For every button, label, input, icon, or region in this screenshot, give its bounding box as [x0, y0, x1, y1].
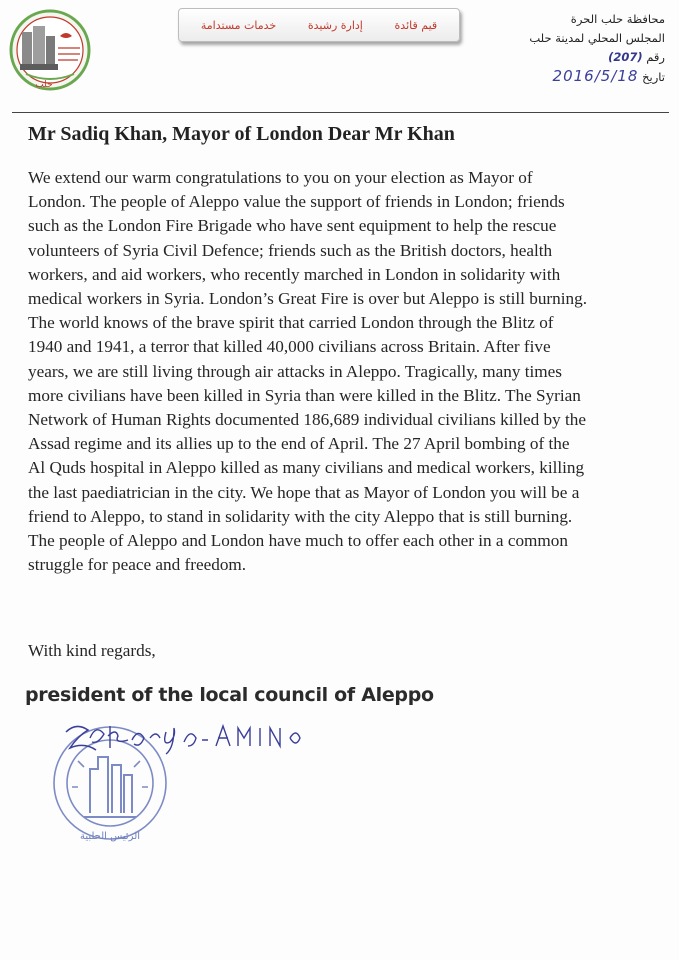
value-label: قيم قائدة [394, 18, 438, 32]
stamp-text: الرئيس الحلبية [79, 831, 141, 842]
body-line: 1940 and 1941, a terror that killed 40,000 civilians across Britain. After five [28, 337, 551, 357]
council-name: المجلس المحلي لمدينة حلب [529, 31, 665, 45]
reference-number [495, 48, 665, 67]
header-divider [12, 112, 669, 113]
body-line: Assad regime and its allies up to the end of April. The 27 April bombing of the [28, 434, 570, 454]
governorate-name: محافظة حلب الحرة [570, 12, 665, 26]
date-value: 2016/5/18 [552, 67, 639, 85]
signatory-title: president of the local council of Aleppo [25, 684, 434, 706]
body-line: friend to Aleppo, to stand in solidarity with the city Aleppo that is still burning. [28, 506, 573, 526]
body-line: such as the London Fire Brigade who have sent equipment to help the rescue [28, 216, 557, 236]
body-line: London. The people of Aleppo value the support of friends in London; friends [28, 192, 565, 212]
body-line: volunteers of Syria Civil Defence; friends such as the British doctors, health [28, 240, 553, 260]
body-line: The people of Aleppo and London have much to offer each other in a common [28, 531, 568, 551]
date-label: تاريخ [642, 70, 665, 84]
number-label: رقم [646, 50, 665, 64]
body-line: years, we are still living through air attacks in Aleppo. Tragically, many times [28, 361, 562, 381]
body-line: the last paediatrician in the city. We hope that as Mayor of London you will be a [28, 482, 580, 502]
body-line: We extend our warm congratulations to you on your election as Mayor of [28, 168, 533, 187]
body-line: Al Quds hospital in Aleppo killed as many civilians and medical workers, killing [28, 458, 585, 478]
letter-body [28, 166, 648, 577]
closing-line: With kind regards, [28, 641, 156, 660]
logo-caption: حلب [35, 80, 53, 90]
number-value: (207) [608, 50, 643, 64]
body-line: Network of Human Rights documented 186,689 individual civilians killed by the [28, 410, 587, 430]
svg-text:الرئيس الحلبية [80, 831, 140, 842]
value-label: خدمات مستدامة [200, 18, 277, 32]
body-line: struggle for peace and freedom. [28, 555, 247, 575]
letter-greeting: Mr Sadiq Khan, Mayor of London Dear Mr Khan [28, 123, 455, 145]
value-label: إدارة رشيدة [307, 18, 363, 32]
body-line: The world knows of the brave spirit that carried London through the Blitz of [28, 313, 554, 333]
values-banner [178, 8, 460, 42]
body-line: workers, and aid workers, who recently marched in London in solidarity with [28, 264, 561, 284]
body-line: medical workers in Syria. London’s Great Fire is over but Aleppo is still burning. [28, 289, 587, 309]
arabic-header [495, 10, 665, 87]
letter-date [495, 67, 665, 87]
handwritten-signature [58, 718, 308, 758]
body-line: more civilians have been killed in Syria than were killed in the Blitz. The Syrian [28, 385, 581, 405]
